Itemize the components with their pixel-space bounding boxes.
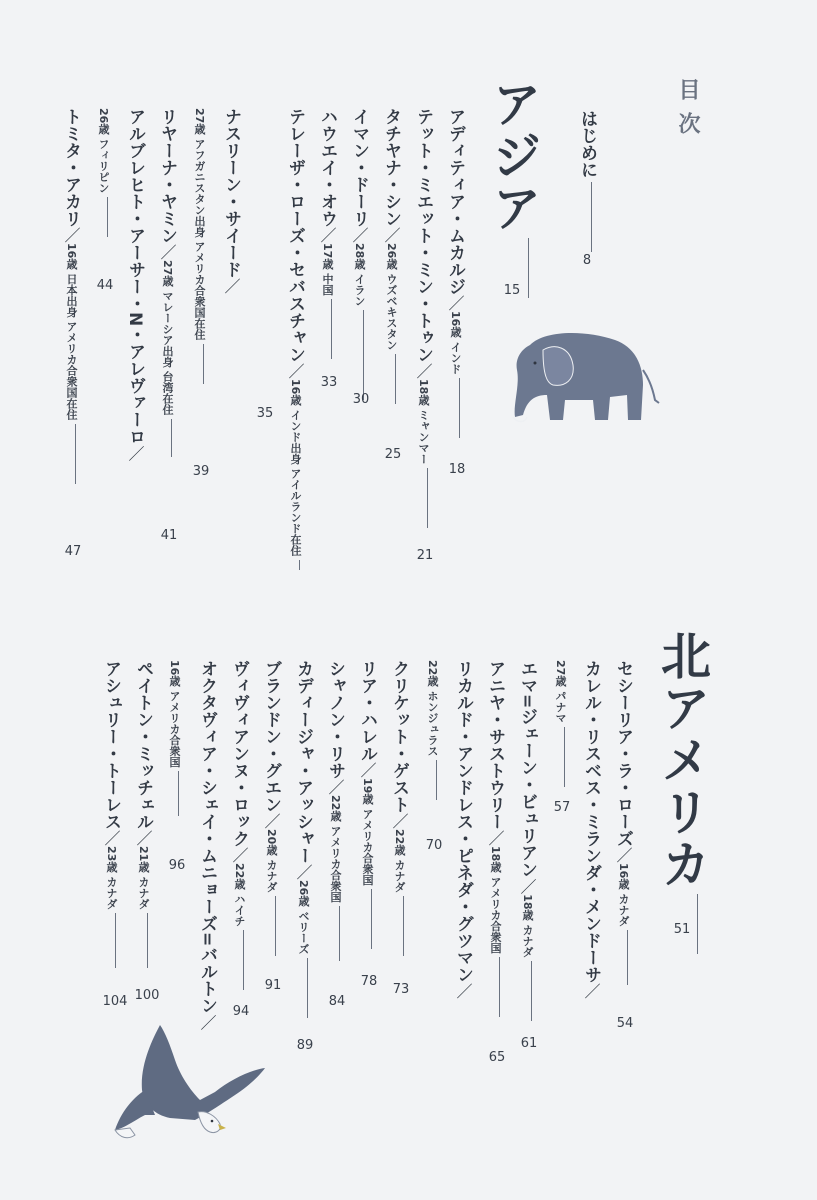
- entry-name: オクタヴィア・シェイ・ムニョーズ=バルトン: [197, 660, 217, 1015]
- entry-meta: 18歳 アメリカ合衆国: [489, 846, 502, 954]
- entry-page-number: 73: [392, 982, 410, 997]
- toc-entry-meta-line: [166, 660, 182, 820]
- entry-meta: 17歳 中国: [321, 243, 334, 296]
- entry-name: カディージャ・アッシャー: [293, 660, 313, 864]
- leader-line: [403, 896, 404, 956]
- toc-entry-meta-line: [95, 108, 111, 241]
- slash: ／: [414, 363, 433, 379]
- entry-name: ナスリーン・サイード: [221, 108, 241, 278]
- entry-meta: 22歳 ホンジュラス: [426, 660, 439, 757]
- entry-page-number: 78: [360, 974, 378, 989]
- entry-meta: 19歳 アメリカ合衆国: [361, 778, 374, 886]
- toc-entry[interactable]: [134, 660, 151, 972]
- entry-name: リヤーナ・ヤミン: [157, 108, 177, 244]
- entry-page-number: 47: [64, 544, 82, 559]
- entry-page-number: 44: [96, 278, 114, 293]
- leader-line: [427, 468, 428, 528]
- leader-line: [275, 896, 276, 956]
- entry-page-number: 30: [352, 392, 370, 407]
- entry-page-number: 104: [102, 994, 128, 1009]
- entry-page-number: 25: [384, 447, 402, 462]
- slash: ／: [518, 878, 537, 895]
- entry-page-number: 33: [320, 375, 338, 390]
- slash: ／: [126, 445, 145, 462]
- entry-name: クリケット・ゲスト: [389, 660, 409, 813]
- entry-page-number: 35: [256, 406, 274, 421]
- toc-entry-meta-line: [552, 660, 568, 791]
- entry-meta: 26歳 フィリピン: [97, 108, 110, 194]
- toc-entry[interactable]: [62, 108, 79, 488]
- entry-name: ヴィヴィアンヌ・ロック: [229, 660, 249, 847]
- leader-line: [178, 771, 179, 816]
- entry-meta: 23歳 カナダ: [105, 846, 118, 910]
- eagle-illustration: [110, 1020, 270, 1145]
- entry-meta: 27歳 マレーシア出身 台湾在住: [161, 260, 174, 415]
- leader-line: [531, 961, 532, 1021]
- entry-meta: 22歳 カナダ: [393, 829, 406, 893]
- entry-page-number: 94: [232, 1004, 250, 1019]
- intro-page-number: 8: [582, 253, 592, 268]
- slash: ／: [390, 813, 409, 829]
- leader-line: [591, 182, 592, 252]
- toc-entry[interactable]: [446, 108, 463, 442]
- entry-name: トミタ・アカリ: [61, 108, 81, 227]
- entry-name: リカルド・アンドレス・ピネダ・グツマン: [453, 660, 473, 983]
- slash: ／: [446, 295, 465, 311]
- entry-page-number: 21: [416, 548, 434, 563]
- entry-name: アディティア・ムカルジ: [445, 108, 465, 295]
- entry-name: ブランドン・グエン: [261, 660, 281, 813]
- slash: ／: [358, 762, 377, 778]
- entry-name: イマン・ドーリ: [349, 108, 369, 227]
- entry-name: エマ=ジェーン・ビュリアン: [517, 660, 537, 879]
- entry-name: テレーザ・ローズ・セバスチャン: [285, 108, 305, 363]
- entry-name: タチヤナ・シン: [381, 108, 401, 227]
- toc-entry[interactable]: [390, 660, 407, 960]
- entry-page-number: 54: [616, 1016, 634, 1031]
- entry-page-number: 91: [264, 978, 282, 993]
- slash: ／: [134, 830, 153, 846]
- leader-line: [499, 957, 500, 1017]
- slash: ／: [158, 244, 177, 260]
- slash: ／: [62, 227, 81, 243]
- leader-line: [243, 930, 244, 990]
- leader-line: [436, 760, 437, 800]
- slash: ／: [486, 830, 505, 846]
- slash: ／: [454, 983, 473, 999]
- leader-line: [395, 354, 396, 404]
- slash: ／: [382, 227, 401, 243]
- entry-name: シャノン・リサ: [325, 660, 345, 779]
- toc-entry[interactable]: [126, 108, 143, 461]
- toc-entry[interactable]: [262, 660, 279, 960]
- toc-entry[interactable]: [222, 108, 239, 294]
- toc-entry[interactable]: [382, 108, 399, 408]
- slash: ／: [318, 227, 337, 243]
- entry-page-number: 100: [134, 988, 160, 1003]
- toc-entry[interactable]: [518, 660, 535, 1025]
- leader-line: [75, 424, 76, 484]
- entry-page-number: 70: [425, 838, 443, 853]
- entry-name: カレル・リスベス・ミランダ・メンドーサ: [581, 660, 601, 983]
- toc-entry[interactable]: [230, 660, 247, 994]
- toc-entry[interactable]: [414, 108, 431, 532]
- entry-meta: 26歳 ウズベキスタン: [385, 243, 398, 351]
- toc-entry[interactable]: [614, 660, 631, 989]
- leader-line: [107, 197, 108, 237]
- toc-entry[interactable]: [158, 108, 175, 461]
- toc-entry[interactable]: [294, 660, 311, 1022]
- entry-name: アニヤ・サストウリー: [485, 660, 505, 830]
- slash: ／: [294, 864, 313, 880]
- leader-line: [147, 913, 148, 968]
- toc-entry-intro[interactable]: [578, 110, 595, 256]
- toc-entry-meta-line: [424, 660, 440, 804]
- entry-page-number: 61: [520, 1036, 538, 1051]
- slash: ／: [614, 847, 633, 863]
- slash: ／: [222, 278, 241, 294]
- section-asia[interactable]: [484, 78, 542, 302]
- intro-label: はじめに: [577, 110, 597, 178]
- leader-line: [564, 727, 565, 787]
- entry-name: テット・ミエット・ミン・トゥン: [413, 108, 433, 363]
- section-north-america[interactable]: [653, 630, 711, 958]
- section-page-asia: 15: [503, 283, 521, 298]
- slash: ／: [286, 363, 305, 379]
- entry-meta: 28歳 イラン: [353, 243, 366, 307]
- leader-line: [627, 930, 628, 985]
- entry-page-number: 89: [296, 1038, 314, 1053]
- leader-line: [203, 344, 204, 384]
- leader-line: [171, 419, 172, 457]
- entry-meta: 21歳 カナダ: [137, 846, 150, 910]
- entry-page-number: 39: [192, 464, 210, 479]
- leader-line: [363, 310, 364, 400]
- slash: ／: [102, 830, 121, 846]
- entry-meta: 20歳 カナダ: [265, 829, 278, 893]
- toc-entry[interactable]: [486, 660, 503, 1021]
- leader-line: [528, 238, 529, 298]
- entry-page-number: 57: [553, 800, 571, 815]
- entry-page-number: 96: [168, 858, 186, 873]
- entry-name: リア・ハレル: [357, 660, 377, 762]
- slash: ／: [582, 983, 601, 999]
- leader-line: [459, 378, 460, 438]
- section-title-asia: アジア: [484, 78, 542, 234]
- entry-page-number: 41: [160, 528, 178, 543]
- entry-meta: 26歳 ベリーズ: [297, 880, 310, 955]
- toc-entry[interactable]: [326, 660, 343, 965]
- leader-line: [299, 560, 300, 570]
- entry-name: セシーリア・ラ・ローズ: [613, 660, 633, 847]
- entry-meta: 18歳 ミャンマー: [417, 379, 430, 465]
- entry-meta: 16歳 カナダ: [617, 863, 630, 927]
- entry-meta: 27歳 パナマ: [554, 660, 567, 724]
- entry-name: アシュリー・トーレス: [101, 660, 121, 830]
- entry-page-number: 65: [488, 1050, 506, 1065]
- leader-line: [371, 889, 372, 949]
- toc-entry[interactable]: [350, 108, 367, 404]
- slash: ／: [198, 1014, 217, 1031]
- toc-entry[interactable]: [454, 660, 471, 999]
- leader-line: [339, 906, 340, 961]
- toc-entry[interactable]: [198, 660, 215, 1030]
- entry-meta: 22歳 アメリカ合衆国: [329, 795, 342, 903]
- slash: ／: [262, 813, 281, 829]
- entry-meta: 18歳 カナダ: [521, 894, 534, 958]
- toc-entry-meta-line: [191, 108, 207, 388]
- elephant-illustration: [495, 325, 660, 425]
- toc-title: 目次: [675, 78, 700, 146]
- entry-meta: 16歳 日本出身 アメリカ合衆国在住: [65, 243, 78, 420]
- slash: ／: [326, 779, 345, 795]
- entry-meta: 27歳 アフガニスタン出身 アメリカ合衆国在住: [193, 108, 206, 340]
- entry-name: アルブレヒト・アーサー・N・アレヴァーロ: [125, 108, 145, 446]
- entry-name: ペイトン・ミッチェル: [133, 660, 153, 830]
- leader-line: [697, 894, 698, 954]
- toc-entry[interactable]: [582, 660, 599, 999]
- toc-entry[interactable]: [102, 660, 119, 972]
- leader-line: [307, 958, 308, 1018]
- entry-name: ハウエイ・オウ: [317, 108, 337, 227]
- entry-meta: 22歳 ハイチ: [233, 863, 246, 927]
- entry-page-number: 18: [448, 462, 466, 477]
- entry-meta: 16歳 インド: [449, 311, 462, 375]
- section-page-north-america: 51: [673, 922, 691, 937]
- section-title-north-america: 北アメリカ: [653, 630, 711, 890]
- leader-line: [115, 913, 116, 968]
- toc-entry[interactable]: [358, 660, 375, 953]
- entry-meta: 16歳 インド出身 アイルランド在住: [289, 379, 302, 556]
- toc-entry[interactable]: [286, 108, 303, 574]
- entry-page-number: 84: [328, 994, 346, 1009]
- entry-meta: 16歳 アメリカ合衆国: [168, 660, 181, 768]
- slash: ／: [230, 847, 249, 863]
- slash: ／: [350, 227, 369, 243]
- leader-line: [331, 299, 332, 359]
- toc-entry[interactable]: [318, 108, 335, 363]
